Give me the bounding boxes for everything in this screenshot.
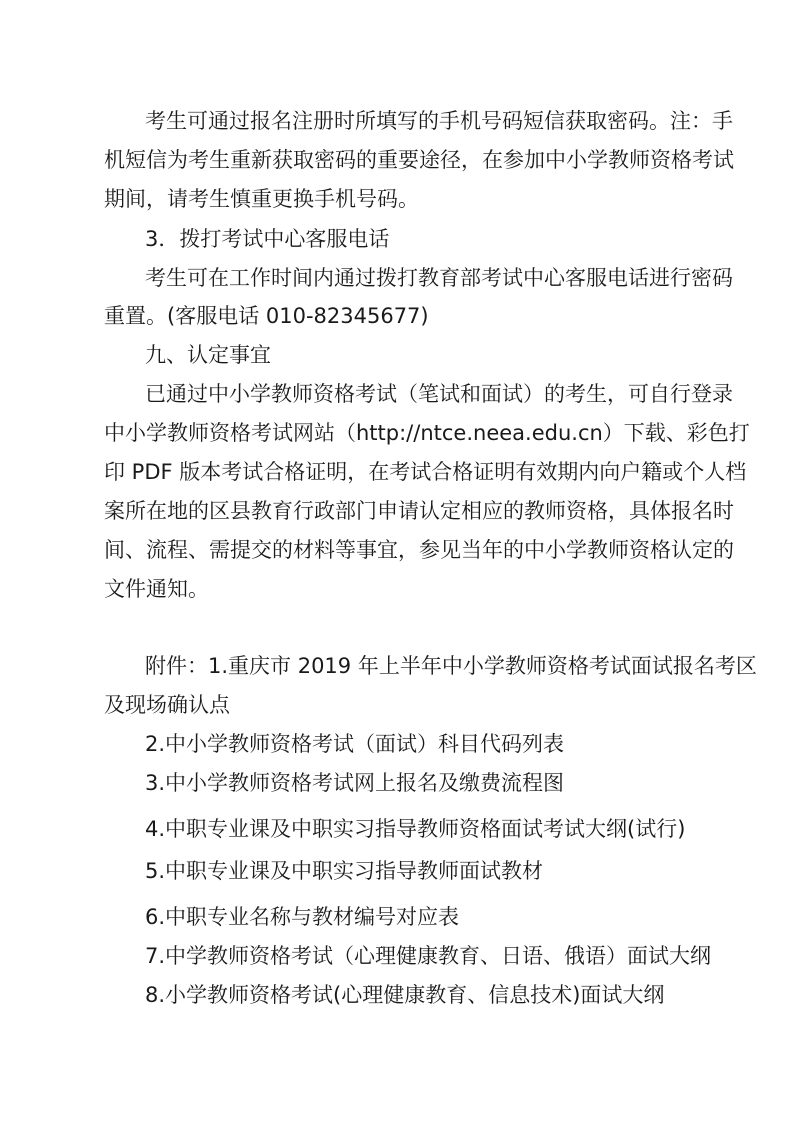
para1-line-3: 期间，请考生慎重更换手机号码。	[104, 187, 419, 211]
para2-line-1: 考生可在工作时间内通过拨打教育部考试中心客服电话进行密码	[145, 266, 733, 290]
para3-line-4: 案所在地的区县教育行政部门申请认定相应的教师资格，具体报名时	[104, 499, 734, 523]
para3-line-2: 中小学教师资格考试网站（http://ntce.neea.edu.cn）下载、彩色打	[104, 421, 750, 445]
attachments-line-1: 附件：1.重庆市 2019 年上半年中小学教师资格考试面试报名考区	[145, 654, 757, 678]
attachment-item-8: 8.小学教师资格考试(心理健康教育、信息技术)面试大纲	[145, 983, 665, 1007]
section-heading-9: 九、认定事宜	[145, 343, 271, 367]
attachment-item-6: 6.中职专业名称与教材编号对应表	[145, 905, 460, 929]
para3-line-5: 间、流程、需提交的材料等事宜，参见当年的中小学教师资格认定的	[104, 538, 734, 562]
attachments-line-2: 及现场确认点	[104, 693, 230, 717]
para3-line-6: 文件通知。	[104, 577, 209, 601]
para3-line-1: 已通过中小学教师资格考试（笔试和面试）的考生，可自行登录	[145, 382, 733, 406]
attachment-item-2: 2.中小学教师资格考试（面试）科目代码列表	[145, 732, 565, 756]
para1-line-1: 考生可通过报名注册时所填写的手机号码短信获取密码。注：手	[145, 109, 733, 133]
para3-line-3: 印 PDF 版本考试合格证明，在考试合格证明有效期内向户籍或个人档	[104, 460, 747, 484]
para2-line-2: 重置。(客服电话 010-82345677)	[104, 304, 429, 328]
attachment-item-3: 3.中小学教师资格考试网上报名及缴费流程图	[145, 771, 565, 795]
section-heading-3: 3．拨打考试中心客服电话	[145, 227, 390, 251]
attachment-item-5: 5.中职专业课及中职实习指导教师面试教材	[145, 859, 544, 883]
attachment-item-7: 7.中学教师资格考试（心理健康教育、日语、俄语）面试大纲	[145, 944, 712, 968]
attachment-item-4: 4.中职专业课及中职实习指导教师资格面试考试大纲(试行)	[145, 817, 686, 841]
para1-line-2: 机短信为考生重新获取密码的重要途径，在参加中小学教师资格考试	[104, 148, 734, 172]
